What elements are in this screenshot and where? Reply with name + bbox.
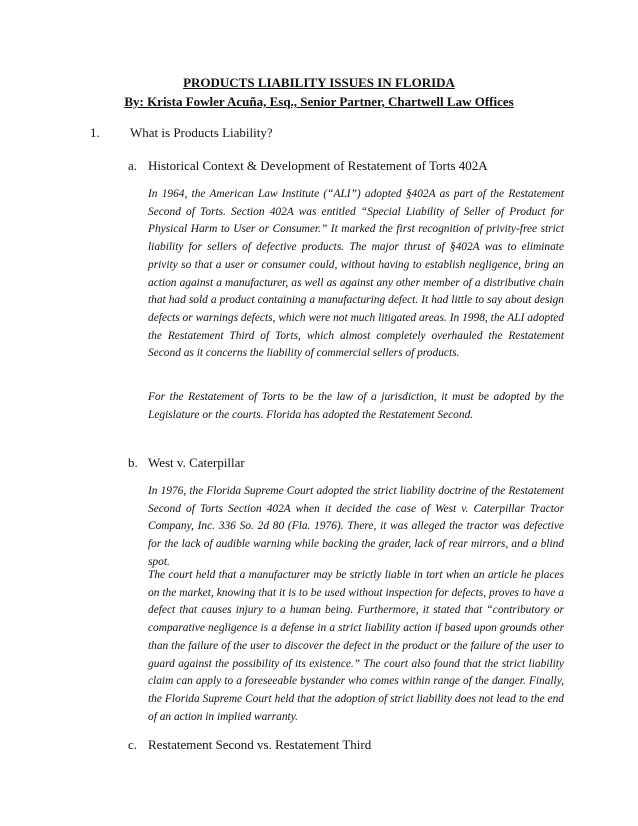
subsection-letter: b.	[128, 455, 138, 470]
document-byline: By: Krista Fowler Acuña, Esq., Senior Partner, Chartwell Law Offices	[124, 94, 514, 109]
paragraph-florida-adoption: For the Restatement of Torts to be the law of a jurisdiction, it must be adopted by the Legislature or the courts. Florida has adopted the Restatement Second.	[148, 391, 564, 421]
section-1-heading	[90, 125, 273, 141]
section-heading-text: What is Products Liability?	[130, 125, 273, 140]
subsection-a-heading	[128, 158, 488, 174]
subsection-heading-text: Historical Context & Development of Restatement of Torts 402A	[148, 158, 488, 173]
paragraph-west-court-holding: The court held that a manufacturer may be strictly liable in tort when an article he places on the market, knowing that it is to be used without inspection for defects, proves to have a defect that causes injury to a human being. Furthermore, it stated that “contributory or comparative negligence is a defense in a strict liability action if based upon grounds other than the failure of the user to discover the defect in the product or the failure of the user to guard against the possibility of its existence.” The court also found that the strict liability claim can apply to a foreseeable bystander who comes within range of the danger. Finally, the Florida Supreme Court held that the adoption of strict liability does not lead to the end of an action in implied warranty.	[148, 569, 564, 723]
subsection-letter: c.	[128, 737, 138, 752]
paragraph-restatement-history: In 1964, the American Law Institute (“ALI”) adopted §402A as part of the Restatement Second of Torts. Section 402A was entitled “Special Liability of Seller of Product for Physical Harm to User or Consumer.” It marked the first recognition of privity-free strict liability for sellers of defective products. The major thrust of §402A was to eliminate privity so that a user or consumer could, without having to establish negligence, bring an action against a manufacturer, as well as against any other member of a distributive chain that had sold a product containing a manufacturing defect. It had little to say about design defects or warnings defects, which were not much litigated areas. In 1998, the ALI adopted the Restatement Third of Torts, which almost completely overhauled the Restatement Second as it concerns the liability of commercial sellers of products.	[148, 188, 564, 360]
section-number: 1.	[90, 125, 100, 140]
paragraph-west-case-facts: In 1976, the Florida Supreme Court adopted the strict liability doctrine of the Restatement Second of Torts Section 402A when it decided the case of West v. Caterpillar Tractor Company, Inc. 336 So. 2d 80 (Fla. 1976). There, it was alleged the tractor was defective for the lack of audible warning while backing the grader, lack of rear mirrors, and a blind spot.	[148, 485, 564, 568]
subsection-letter: a.	[128, 158, 138, 173]
subsection-c-heading	[128, 737, 371, 753]
document-title: PRODUCTS LIABILITY ISSUES IN FLORIDA	[183, 75, 455, 90]
subsection-b-heading	[128, 455, 245, 471]
subsection-heading-text: West v. Caterpillar	[148, 455, 245, 470]
subsection-heading-text: Restatement Second vs. Restatement Third	[148, 737, 372, 752]
